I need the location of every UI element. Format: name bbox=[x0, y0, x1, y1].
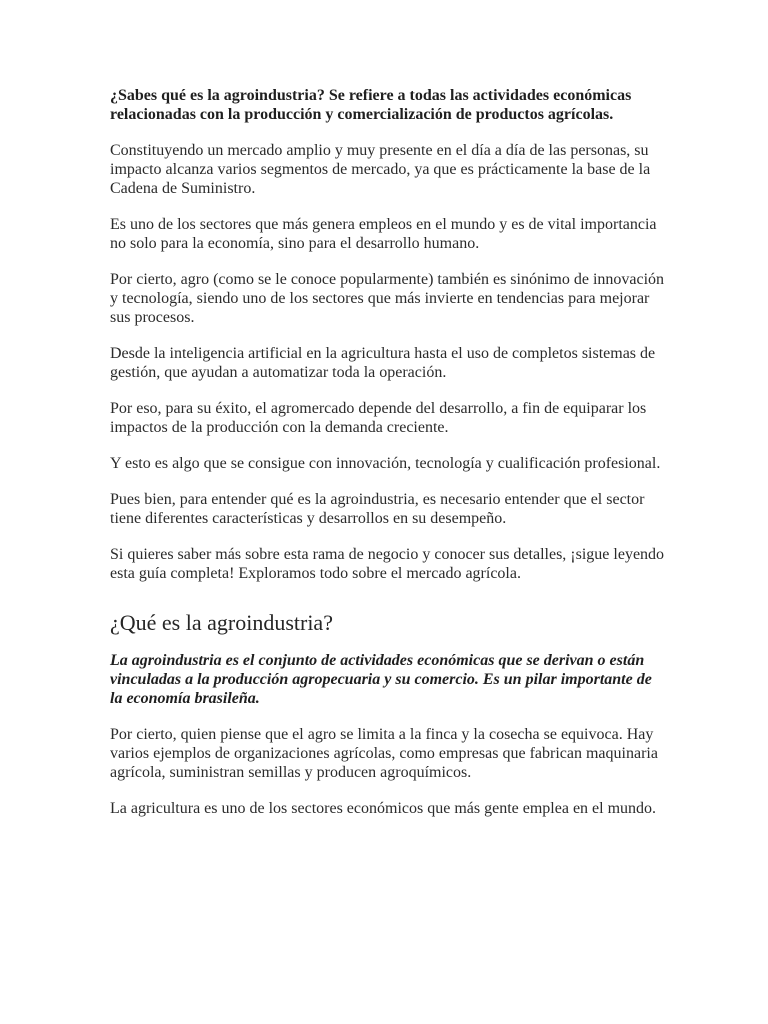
paragraph: Es uno de los sectores que más genera empleos en el mundo y es de vital importancia no solo para la economía, sino para el desarrollo humano. bbox=[110, 216, 657, 252]
paragraph: Por eso, para su éxito, el agromercado depende del desarrollo, a fin de equiparar los impactos de la producción con la demanda creciente. bbox=[110, 400, 647, 436]
intro-paragraph: ¿Sabes qué es la agroindustria? Se refiere a todas las actividades económicas relacionadas con la producción y comercialización de productos agrícolas. bbox=[110, 87, 632, 123]
paragraph: Si quieres saber más sobre esta rama de negocio y conocer sus detalles, ¡sigue leyendo esta guía completa! Exploramos todo sobre el mercado agrícola. bbox=[110, 546, 665, 582]
paragraph: Y esto es algo que se consigue con innovación, tecnología y cualificación profesional. bbox=[110, 455, 661, 472]
paragraph: Constituyendo un mercado amplio y muy presente en el día a día de las personas, su impacto alcanza varios segmentos de mercado, ya que es prácticamente la base de la Cadena de Suministro. bbox=[110, 142, 651, 197]
paragraph: Por cierto, agro (como se le conoce popularmente) también es sinónimo de innovación y tecnología, siendo uno de los sectores que más invierte en tendencias para mejorar sus procesos. bbox=[110, 271, 665, 326]
section-heading: ¿Qué es la agroindustria? bbox=[110, 610, 333, 635]
section-lead-paragraph: La agroindustria es el conjunto de actividades económicas que se derivan o están vinculadas a la producción agropecuaria y su comercio. Es un pilar importante de la economía brasileña. bbox=[110, 652, 652, 707]
document-page bbox=[110, 86, 666, 835]
paragraph: Por cierto, quien piense que el agro se limita a la finca y la cosecha se equivoca. Hay varios ejemplos de organizaciones agrícolas, como empresas que fabrican maquinaria agrícola, suministran semillas y producen agroquímicos. bbox=[110, 726, 658, 781]
paragraph: Desde la inteligencia artificial en la agricultura hasta el uso de completos sistemas de gestión, que ayudan a automatizar toda la operación. bbox=[110, 345, 656, 381]
paragraph: La agricultura es uno de los sectores económicos que más gente emplea en el mundo. bbox=[110, 800, 657, 817]
paragraph: Pues bien, para entender qué es la agroindustria, es necesario entender que el sector tiene diferentes características y desarrollos en su desempeño. bbox=[110, 491, 645, 527]
